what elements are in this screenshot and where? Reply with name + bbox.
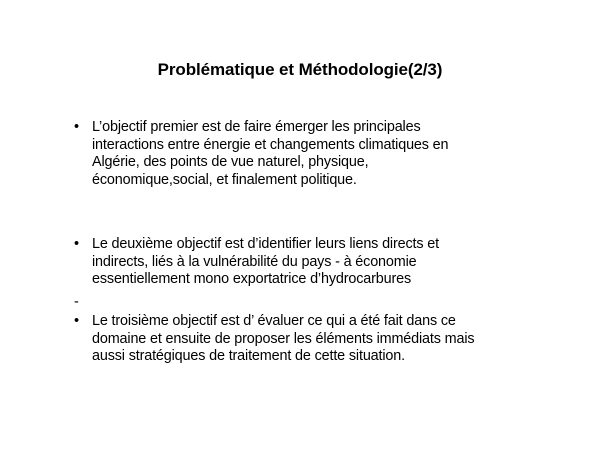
bullet-text: Le deuxième objectif est d’identifier leurs liens directs et indirects, liés à la vulnérabilité du pays - à économie essentiellement mono exportatrice d’hydrocarbures: [92, 236, 439, 287]
bullet-marker: •: [74, 119, 79, 135]
bullet-text: L’objectif premier est de faire émerger les principales interactions entre énergie et changements climatiques en Algérie, des points de vue naturel, physique, économique,social, et finalement politique.: [92, 119, 449, 188]
bullet-marker: •: [74, 236, 79, 252]
bullet-objective-2: [74, 236, 544, 289]
dash-separator: -: [74, 294, 79, 310]
bullet-objective-1: [74, 119, 544, 189]
slide-title: Problématique et Méthodologie(2/3): [157, 60, 443, 79]
bullet-objective-3: [74, 313, 544, 366]
bullet-text: Le troisième objectif est d’ évaluer ce qui a été fait dans ce domaine et ensuite de proposer les éléments immédiats mais aussi stratégiques de traitement de cette situation.: [92, 313, 475, 364]
bullet-marker: •: [74, 313, 79, 329]
